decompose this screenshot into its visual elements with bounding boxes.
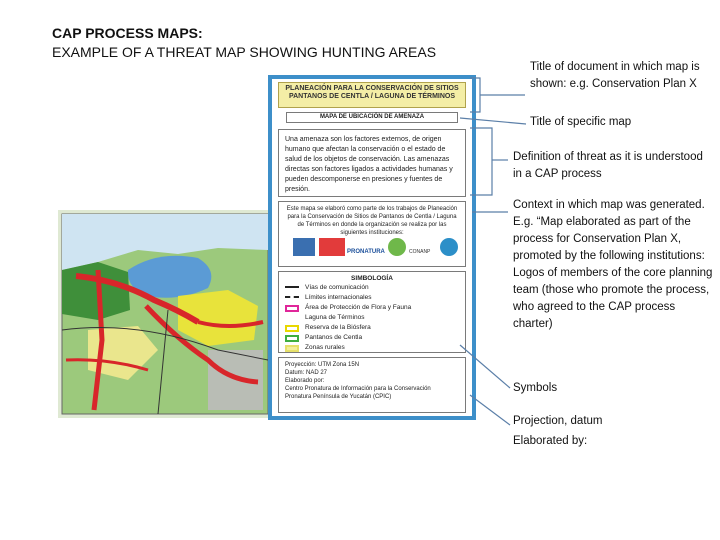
annotation-context bbox=[513, 197, 713, 333]
symbology-title: SIMBOLOGÍA bbox=[351, 275, 393, 282]
logo-pronatura: PRONATURA bbox=[347, 249, 385, 255]
author-line-2: Pronatura Península de Yucatán (CPIC) bbox=[285, 394, 392, 400]
datum-line: Datum: NAD 27 bbox=[285, 370, 328, 376]
annotation-projection: Projection, datum bbox=[513, 415, 603, 427]
symbol-label: Reserva de la Biósfera bbox=[305, 324, 371, 331]
symbol-label: Vías de comunicación bbox=[305, 284, 369, 291]
symbol-label: Laguna de Términos bbox=[305, 314, 365, 321]
symbol-label: Límites internacionales bbox=[305, 294, 372, 301]
legend-header-line2: PANTANOS DE CENTLA / LAGUNA DE TÉRMINOS bbox=[288, 93, 456, 100]
projection-line: Proyección: UTM Zona 15N bbox=[285, 362, 360, 368]
legend-header-line1: PLANEACIÓN PARA LA CONSERVACIÓN DE SITIOS bbox=[285, 85, 459, 92]
annotation-definition: Definition of threat as it is understood in a CAP process bbox=[513, 151, 703, 180]
legend-definition: Una amenaza son los factores externos, de origen humano que afectan la conservación o el estado de salud de los objetos de conservación. Las amenazas directas son factores ligados a actividades humanas y pueden descomponerse en presiones y fuentes de presión. bbox=[278, 129, 466, 197]
legend-context-text: Este mapa se elaboró como parte de los trabajos de Planeación para la Conservación de Sitios de Pantanos de Centla / Laguna de Términos en donde la organización se realiza por las siguientes instituciones: bbox=[286, 206, 458, 236]
symbol-label: Zonas rurales bbox=[305, 344, 345, 351]
annotation-symbols: Symbols bbox=[513, 382, 558, 394]
elaborated-line: Elaborado por: bbox=[285, 378, 325, 384]
annotation-doc-title: Title of document in which map is shown: e.g. Conservation Plan X bbox=[530, 61, 700, 90]
symbol-label: Área de Protección de Flora y Fauna bbox=[305, 304, 412, 311]
symbol-label: Pantanos de Centla bbox=[305, 334, 363, 341]
annotation-map-title: Title of specific map bbox=[530, 116, 632, 128]
annotation-context-line1: Context in which map was generated. E.g. “Map elaborated as part of the process for Conservation Plan X, promoted by the following institutions: bbox=[513, 199, 705, 262]
annotation-elaborated: Elaborated by: bbox=[513, 435, 588, 447]
title-line-2: EXAMPLE OF A THREAT MAP SHOWING HUNTING AREAS bbox=[52, 44, 437, 60]
author-line-1: Centro Pronatura de Información para la Conservación bbox=[285, 386, 431, 392]
title-line-1: CAP PROCESS MAPS: bbox=[52, 25, 203, 41]
annotation-context-line2: Logos of members of the core planning team (those who promote the process, who agreed to the CAP process charter) bbox=[513, 267, 713, 330]
legend-map-title: MAPA DE UBICACIÓN DE AMENAZA bbox=[286, 112, 458, 123]
logo-conanp: CONANP bbox=[409, 249, 431, 255]
